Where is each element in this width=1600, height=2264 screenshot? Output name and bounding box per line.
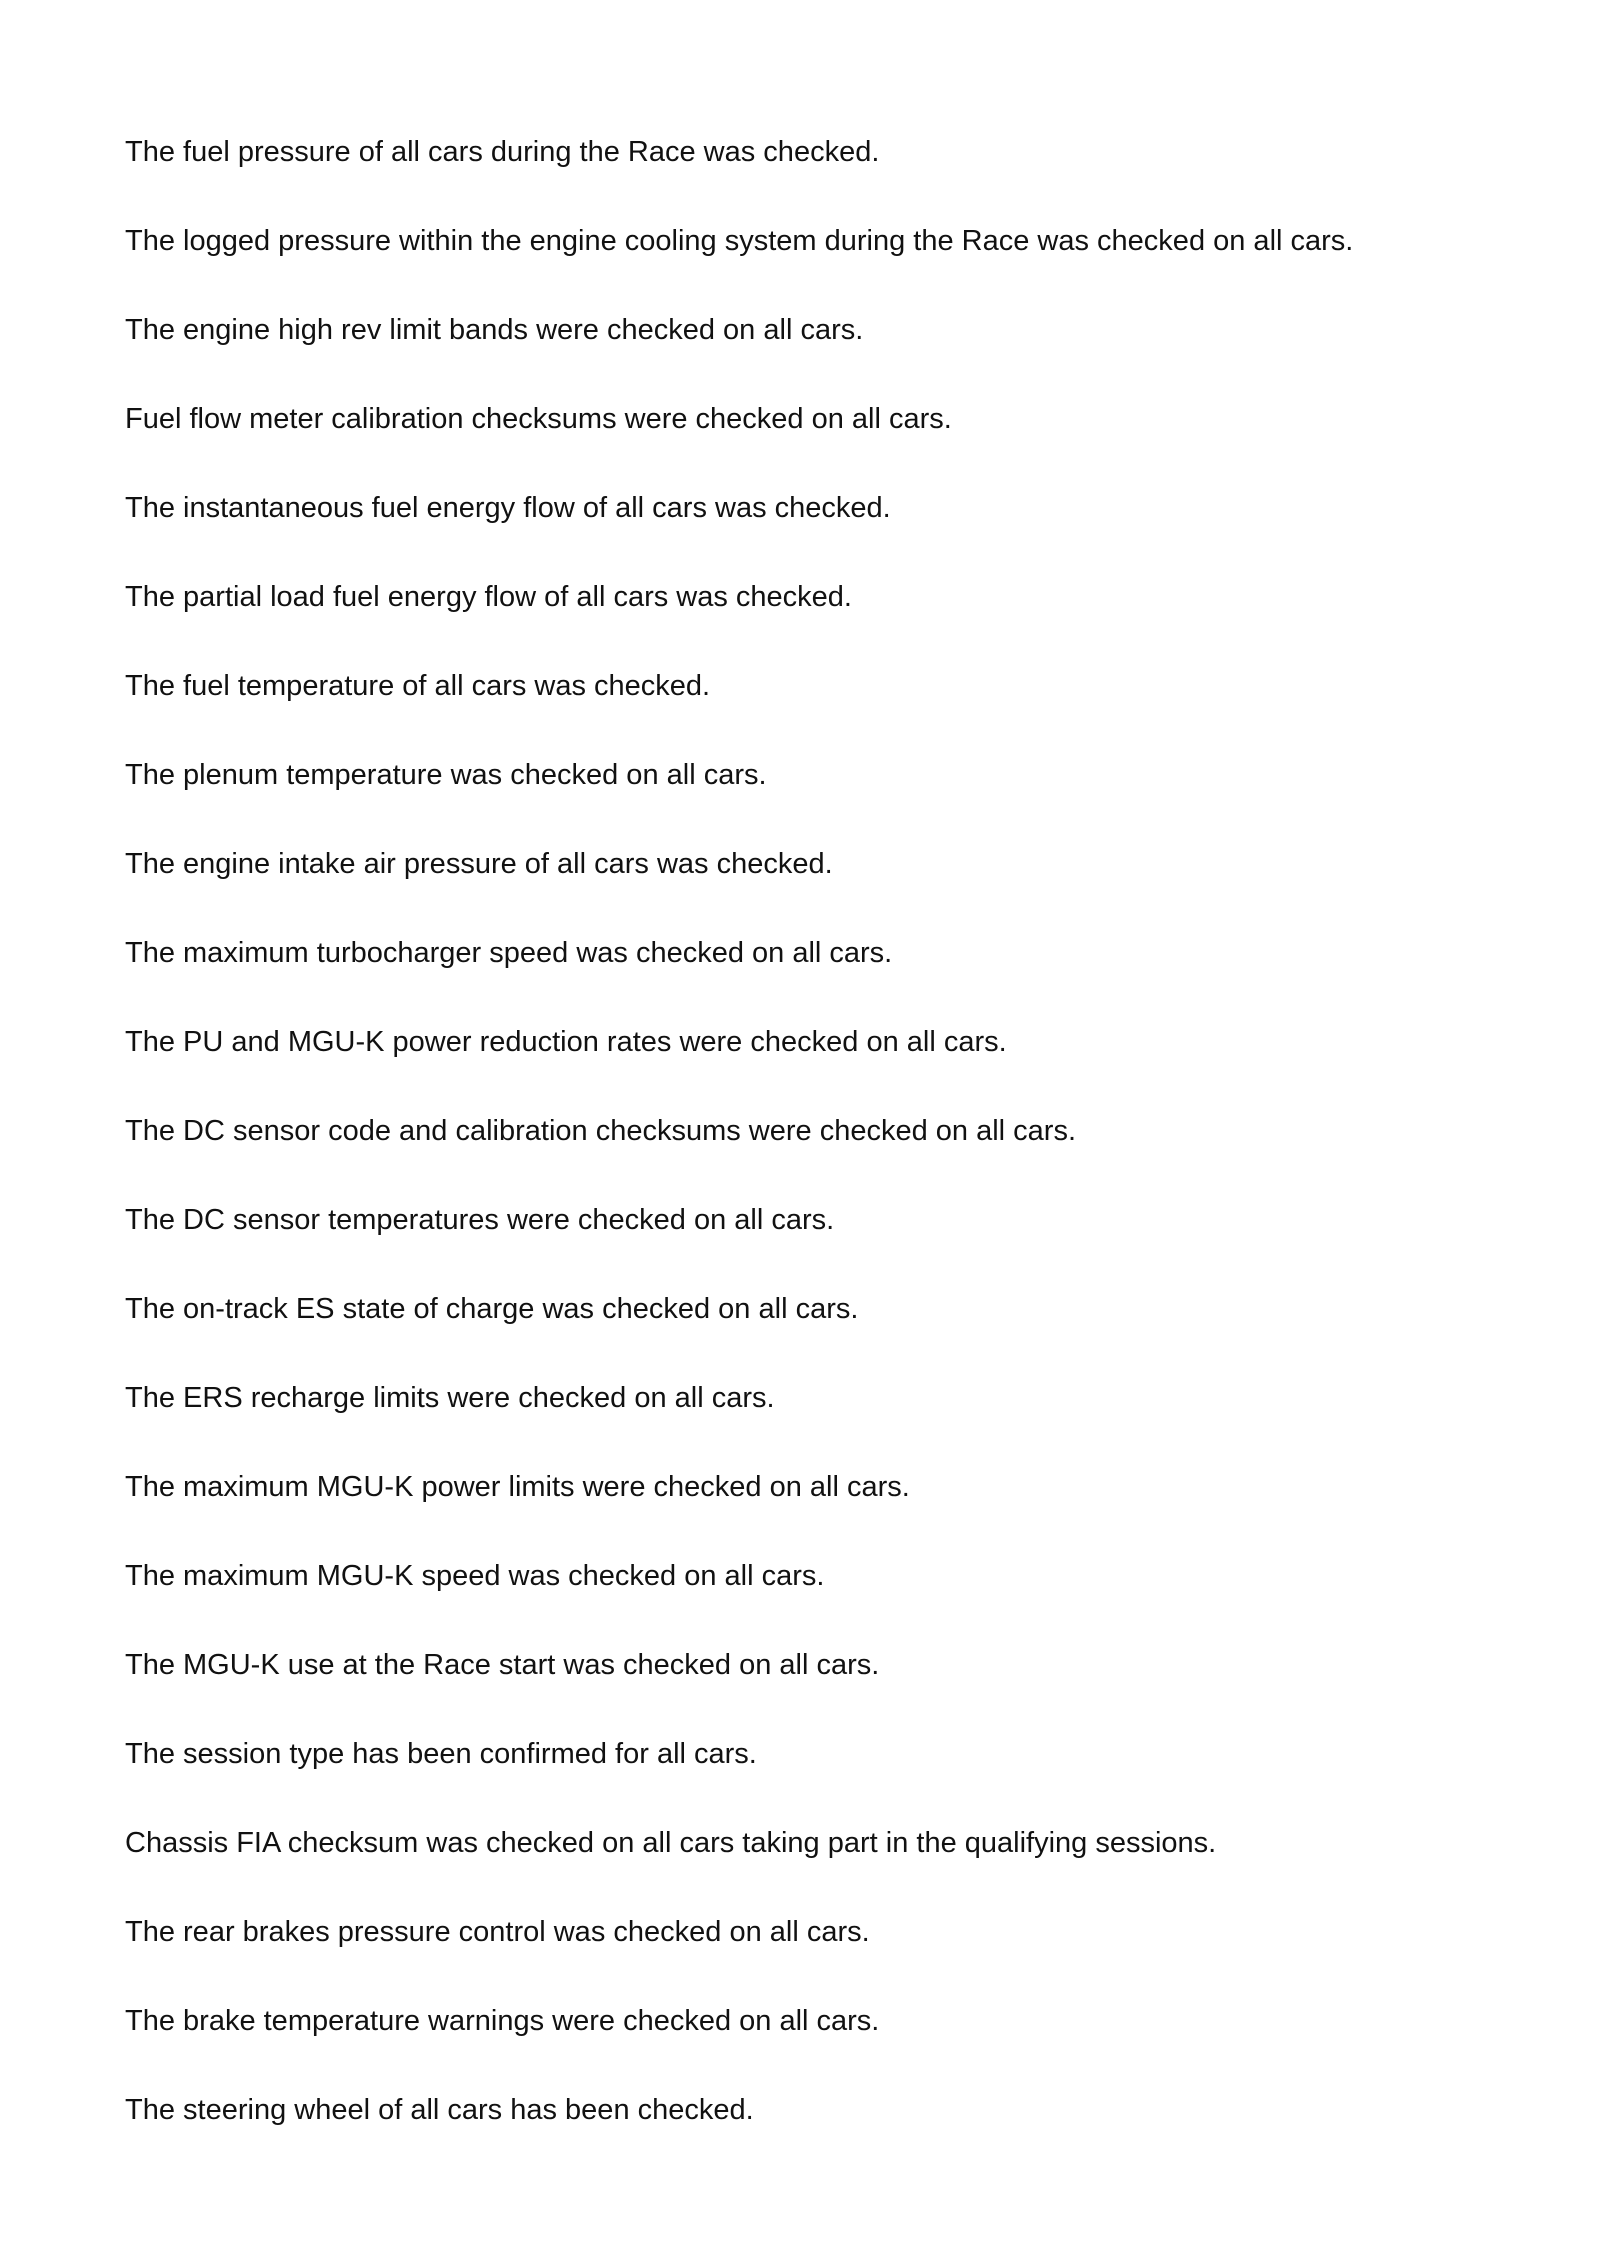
check-line: The steering wheel of all cars has been checked. xyxy=(125,2094,754,2126)
check-line: The fuel pressure of all cars during the Race was checked. xyxy=(125,136,880,168)
check-line: The maximum MGU-K power limits were checked on all cars. xyxy=(125,1471,910,1503)
check-line: The DC sensor temperatures were checked on all cars. xyxy=(125,1204,835,1236)
check-line: The MGU-K use at the Race start was checked on all cars. xyxy=(125,1649,880,1681)
check-line: The ERS recharge limits were checked on all cars. xyxy=(125,1382,775,1414)
check-line: The instantaneous fuel energy flow of all cars was checked. xyxy=(125,492,891,524)
check-line: The rear brakes pressure control was checked on all cars. xyxy=(125,1916,870,1948)
check-line: The logged pressure within the engine cooling system during the Race was checked on all cars. xyxy=(125,225,1354,257)
check-line: The on-track ES state of charge was checked on all cars. xyxy=(125,1293,859,1325)
check-line: The partial load fuel energy flow of all cars was checked. xyxy=(125,581,852,613)
check-line: The brake temperature warnings were checked on all cars. xyxy=(125,2005,880,2037)
check-line: The plenum temperature was checked on all cars. xyxy=(125,759,767,791)
checks-list xyxy=(125,130,1525,2177)
check-line: The maximum MGU-K speed was checked on all cars. xyxy=(125,1560,825,1592)
check-line: The fuel temperature of all cars was checked. xyxy=(125,670,711,702)
check-line: The DC sensor code and calibration checksums were checked on all cars. xyxy=(125,1115,1077,1147)
check-line: The engine intake air pressure of all cars was checked. xyxy=(125,848,833,880)
check-line: The maximum turbocharger speed was checked on all cars. xyxy=(125,937,893,969)
check-line: The session type has been confirmed for all cars. xyxy=(125,1738,757,1770)
check-line: Chassis FIA checksum was checked on all cars taking part in the qualifying sessions. xyxy=(125,1827,1217,1859)
check-line: The PU and MGU-K power reduction rates were checked on all cars. xyxy=(125,1026,1007,1058)
check-line: The engine high rev limit bands were checked on all cars. xyxy=(125,314,864,346)
check-line: Fuel flow meter calibration checksums were checked on all cars. xyxy=(125,403,952,435)
